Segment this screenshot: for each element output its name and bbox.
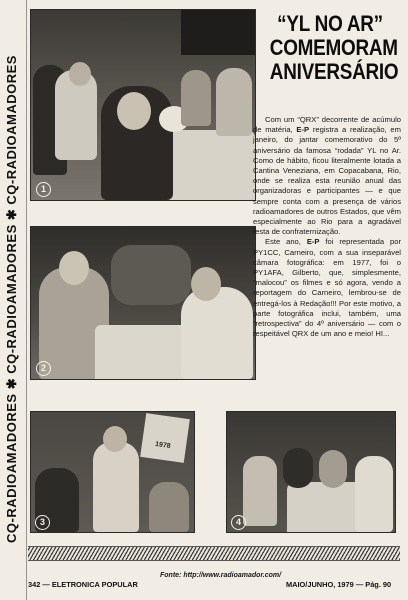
photo-2-man-right-face [191, 267, 221, 301]
photo-4-guest-a [243, 456, 277, 526]
photo-2-background-guests [111, 245, 191, 305]
photo-2-man-right [181, 287, 253, 379]
title-line: ANIVERSÁRIO [269, 59, 399, 84]
photo-2-number: 2 [36, 361, 51, 376]
decorative-hatched-stripe [28, 546, 400, 561]
article-body [253, 115, 401, 339]
photo-2 [30, 226, 256, 380]
photo-2-table [95, 325, 195, 379]
side-section-band [0, 0, 27, 600]
photo-1-number: 1 [36, 182, 51, 197]
photo-3-man-center [93, 442, 139, 532]
title-line: COMEMORAM [269, 35, 398, 60]
text-run: Com um “QRX” decorrente de acúmulo de matéria, [253, 115, 401, 135]
photo-1-guest-front-face [117, 92, 151, 130]
photo-1-guest-right [216, 68, 252, 136]
footer-right: MAIO/JUNHO, 1979 — Pág. 90 [286, 580, 392, 589]
photo-3-banner [140, 413, 190, 463]
title-line: “YL NO AR” [277, 11, 383, 36]
text-run: registra a realização, em janeiro, do jantar comemorativo do 5º aniversário da famosa “rodada” YL no Ar. Como de hábito, ficou literalmente lotada a Cantina Veneziana, em Copacabana, Rio, onde se realiza esta reunião anual das organizadoras e participantes — e que sempre conta com a presença de vários radioamadores de outros Estados, que vêm especialmente ao Rio para a agradável festa de confraternização. [253, 125, 401, 237]
photo-3 [30, 411, 195, 533]
footer-left: 342 — ELETRONICA POPULAR [28, 580, 138, 589]
photo-3-guest-right [149, 482, 189, 532]
photo-3-number: 3 [35, 515, 50, 530]
photo-1 [30, 9, 256, 201]
photo-4-guest-b [283, 448, 313, 488]
photo-1-guest-head-a [69, 62, 91, 86]
magazine-abbrev: E-P [296, 125, 310, 135]
text-run: foi representada por PY1CC, Carneiro, com a sua inseparável câmara fotográfica: em 1977, foi o PY1AFA, Gilberto, que, simplesmente, “malocou” os filmes e só agora, vendo a reportagem do Carneiro, lembrou-se de entregá-los à Redação!!! Por este motivo, a parte fotográfica inclui, também, uma “retrospectiva” do 4º aniversário — com o respeitável QRX de um ano e meio! HI... [253, 237, 402, 339]
photo-3-banner-text: 1978 [154, 440, 171, 451]
magazine-abbrev: E-P [306, 237, 320, 247]
article-paragraph [253, 115, 401, 237]
photo-4-guest-right [355, 456, 393, 532]
photo-2-man-left-face [59, 251, 89, 285]
article-title [269, 11, 399, 84]
photo-4-guest-c [319, 450, 347, 488]
source-caption: Fonte: http://www.radioamador.com/ [160, 572, 282, 579]
photo-4 [226, 411, 396, 533]
article-paragraph [253, 237, 401, 339]
photo-4-number: 4 [231, 515, 246, 530]
text-run: Este ano, [265, 237, 307, 247]
photo-1-window [181, 10, 255, 55]
photo-3-man-center-face [103, 426, 127, 452]
section-label-vertical: CQ-RADIOAMADORES ✱ CQ-RADIOAMADORES ✱ CQ-RADIOAMADORES [4, 55, 19, 543]
photo-1-guest-mid [181, 70, 211, 126]
